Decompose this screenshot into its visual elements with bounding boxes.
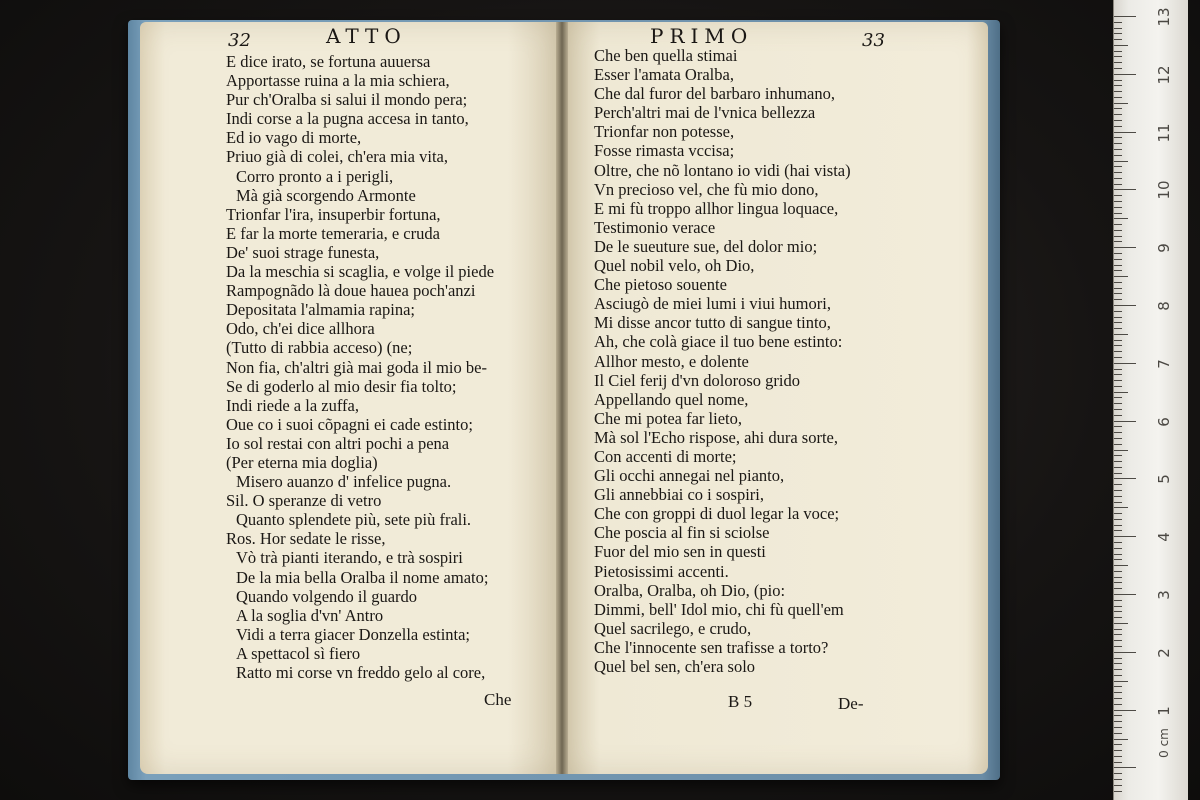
- ruler-tick: [1114, 548, 1122, 549]
- left-line: Rampognãdo là doue hauea poch'anzi: [226, 281, 476, 301]
- ruler-tick: [1114, 692, 1122, 693]
- right-line: Esser l'amata Oralba,: [594, 65, 734, 85]
- measuring-ruler: [1113, 0, 1188, 800]
- ruler-tick: [1114, 172, 1122, 173]
- ruler-tick: [1114, 530, 1122, 531]
- ruler-tick: [1114, 374, 1122, 375]
- ruler-tick: [1114, 710, 1136, 711]
- left-line: E dice irato, se fortuna auuersa: [226, 52, 431, 71]
- ruler-tick: [1114, 785, 1122, 786]
- ruler-tick: [1114, 444, 1122, 445]
- ruler-tick: [1114, 253, 1122, 254]
- ruler-tick: [1114, 91, 1122, 92]
- ruler-tick: [1114, 28, 1122, 29]
- ruler-tick: [1114, 247, 1136, 248]
- right-line: Asciugò de miei lumi i viui humori,: [594, 294, 831, 314]
- ruler-tick: [1114, 698, 1122, 699]
- left-line: Corro pronto a i perigli,: [236, 166, 394, 186]
- ruler-label: 4: [1155, 532, 1173, 542]
- ruler-tick: [1114, 114, 1122, 115]
- right-line: Che con groppi di duol legar la voce;: [594, 504, 840, 524]
- book-gutter: [556, 22, 568, 774]
- ruler-tick: [1114, 39, 1122, 40]
- ruler-tick: [1114, 525, 1122, 526]
- left-page-text: [226, 52, 494, 682]
- ruler-tick: [1114, 120, 1122, 121]
- right-line: Perch'altri mai de l'vnica bellezza: [594, 103, 816, 123]
- ruler-tick: [1114, 299, 1122, 300]
- ruler-label: 1: [1155, 705, 1173, 716]
- ruler-tick: [1114, 282, 1122, 283]
- left-line: De la mia bella Oralba il nome amato;: [236, 567, 489, 587]
- right-line: Gli occhi annegai nel pianto,: [594, 466, 785, 486]
- ruler-label: 9: [1155, 243, 1173, 253]
- ruler-tick: [1114, 502, 1122, 503]
- ruler-tick: [1114, 600, 1122, 601]
- ruler-tick: [1114, 461, 1122, 462]
- ruler-tick: [1114, 675, 1122, 676]
- ruler-tick: [1114, 103, 1128, 104]
- ruler-tick: [1114, 149, 1122, 150]
- right-line: E mi fù troppo allhor lingua loquace,: [594, 198, 839, 218]
- ruler-tick: [1114, 161, 1128, 162]
- ruler-tick: [1114, 68, 1122, 69]
- ruler-tick: [1114, 455, 1122, 456]
- ruler-tick: [1114, 438, 1122, 439]
- ruler-tick: [1114, 646, 1122, 647]
- ruler-tick: [1114, 582, 1122, 583]
- ruler-tick: [1114, 16, 1136, 17]
- left-line: E far la morte temeraria, e cruda: [226, 223, 440, 243]
- ruler-tick: [1114, 762, 1122, 763]
- ruler-tick: [1114, 756, 1122, 757]
- left-line: Quanto splendete più, sete più frali.: [236, 510, 472, 530]
- right-line: Ah, che colà giace il tuo bene estinto:: [594, 332, 843, 352]
- ruler-tick: [1114, 640, 1122, 641]
- right-line: Trionfar non potesse,: [594, 122, 735, 142]
- ruler-label: 7: [1155, 359, 1173, 369]
- ruler-tick: [1114, 340, 1122, 341]
- ruler-tick: [1114, 189, 1136, 190]
- ruler-tick: [1114, 750, 1122, 751]
- ruler-tick: [1114, 328, 1122, 329]
- ruler-tick: [1114, 421, 1136, 422]
- ruler-tick: [1114, 276, 1128, 277]
- ruler-tick: [1114, 155, 1122, 156]
- right-line: Quel nobil velo, oh Dio,: [594, 256, 755, 276]
- ruler-tick: [1114, 224, 1122, 225]
- left-line: A la soglia d'vn' Antro: [236, 605, 384, 625]
- left-line: Sil. O speranze di vetro: [226, 491, 382, 511]
- left-line: De' suoi strage funesta,: [226, 242, 380, 262]
- ruler-label: 2: [1155, 648, 1173, 658]
- ruler-tick: [1114, 652, 1136, 653]
- ruler-tick: [1114, 392, 1128, 393]
- ruler-tick: [1114, 409, 1122, 410]
- ruler-tick: [1114, 767, 1136, 768]
- ruler-tick: [1114, 450, 1128, 451]
- right-page-number: 33: [862, 30, 885, 51]
- ruler-tick: [1114, 554, 1122, 555]
- left-line: Quando volgendo il guardo: [236, 586, 418, 606]
- ruler-tick: [1114, 259, 1122, 260]
- ruler-tick: [1114, 218, 1128, 219]
- ruler-tick: [1114, 542, 1122, 543]
- ruler-tick: [1114, 490, 1122, 491]
- left-page-number: 32: [228, 30, 251, 51]
- ruler-tick: [1114, 293, 1122, 294]
- ruler-tick: [1114, 126, 1122, 127]
- ruler-tick: [1114, 588, 1122, 589]
- ruler-tick: [1114, 744, 1122, 745]
- ruler-tick: [1114, 467, 1122, 468]
- ruler-tick: [1114, 45, 1128, 46]
- right-line: Che l'innocente sen trafisse a torto?: [594, 637, 829, 657]
- right-line: De le sueuture sue, del dolor mio;: [594, 236, 818, 256]
- right-line: Vn precioso vel, che fù mio dono,: [594, 179, 819, 199]
- ruler-tick: [1114, 357, 1122, 358]
- ruler-tick: [1114, 496, 1122, 497]
- ruler-tick: [1114, 629, 1122, 630]
- right-line: Con accenti di morte;: [594, 446, 737, 466]
- right-line: Pietosissimi accenti.: [594, 561, 729, 581]
- ruler-tick: [1114, 207, 1122, 208]
- ruler-tick: [1114, 322, 1122, 323]
- ruler-tick: [1114, 669, 1122, 670]
- signature-mark: B 5: [728, 692, 753, 711]
- left-line: (Per eterna mia doglia): [226, 452, 378, 472]
- ruler-tick: [1114, 594, 1136, 595]
- right-line: Mà sol l'Echo rispose, ahi dura sorte,: [594, 427, 839, 447]
- ruler-label: 0 cm: [1157, 728, 1171, 758]
- ruler-tick: [1114, 51, 1122, 52]
- ruler-tick: [1114, 363, 1136, 364]
- ruler-label: 6: [1155, 416, 1173, 427]
- left-line: Vidi a terra giacer Donzella estinta;: [236, 624, 471, 644]
- ruler-tick: [1114, 33, 1122, 34]
- left-line: Da la meschia si scaglia, e volge il piede: [226, 262, 495, 282]
- left-line: Ed io vago di morte,: [226, 128, 362, 148]
- ruler-tick: [1114, 571, 1122, 572]
- ruler-tick: [1114, 686, 1122, 687]
- left-running-head: ATTO: [326, 24, 407, 48]
- right-line: Fuor del mio sen in questi: [594, 542, 766, 562]
- ruler-tick: [1114, 704, 1122, 705]
- right-line: Mi disse ancor tutto di sangue tinto,: [594, 313, 831, 333]
- ruler-label: 11: [1155, 123, 1173, 143]
- ruler-tick: [1114, 143, 1122, 144]
- left-line: Apportasse ruina a la mia schiera,: [226, 71, 450, 91]
- left-line: Depositata l'almamia rapina;: [226, 300, 415, 320]
- ruler-tick: [1114, 606, 1122, 607]
- left-line: Oue co i suoi cõpagni ei cade estinto;: [226, 414, 473, 434]
- left-catchword: Che: [484, 690, 512, 709]
- ruler-tick: [1114, 56, 1122, 57]
- right-line: Testimonio verace: [594, 217, 716, 237]
- right-line: Il Ciel ferij d'vn doloroso grido: [594, 370, 800, 390]
- ruler-tick: [1114, 513, 1122, 514]
- left-line: Mà già scorgendo Armonte: [236, 185, 416, 205]
- ruler-tick: [1114, 536, 1136, 537]
- ruler-tick: [1114, 773, 1122, 774]
- ruler-tick: [1114, 137, 1122, 138]
- ruler-tick: [1114, 305, 1136, 306]
- ruler-tick: [1114, 311, 1122, 312]
- ruler-tick: [1114, 623, 1128, 624]
- ruler-tick: [1114, 519, 1122, 520]
- ruler-tick: [1114, 565, 1128, 566]
- ruler-tick: [1114, 415, 1122, 416]
- right-catchword: De-: [838, 694, 864, 713]
- ruler-tick: [1114, 166, 1122, 167]
- right-line: Dimmi, bell' Idol mio, chi fù quell'em: [594, 599, 844, 619]
- left-line: Non fia, ch'altri già mai goda il mio be-: [226, 357, 487, 377]
- ruler-tick: [1114, 178, 1122, 179]
- right-running-head: PRIMO: [650, 24, 754, 48]
- ruler-tick: [1114, 241, 1122, 242]
- ruler-tick: [1114, 681, 1128, 682]
- ruler-tick: [1114, 184, 1122, 185]
- left-line: Misero auanzo d' infelice pugna.: [236, 472, 452, 492]
- ruler-tick: [1114, 733, 1122, 734]
- ruler-label: 8: [1155, 301, 1173, 311]
- left-line: Ros. Hor sedate le risse,: [226, 529, 386, 549]
- left-line: Pur ch'Oralba si salui il mondo pera;: [226, 90, 468, 110]
- ruler-tick: [1114, 791, 1122, 792]
- ruler-tick: [1114, 369, 1122, 370]
- ruler-tick: [1114, 351, 1122, 352]
- ruler-tick: [1114, 617, 1122, 618]
- right-line: Che pietoso souente: [594, 275, 727, 295]
- ruler-tick: [1114, 432, 1122, 433]
- right-line: Allhor mesto, e dolente: [594, 351, 749, 371]
- ruler-tick: [1114, 739, 1128, 740]
- ruler-tick: [1114, 403, 1122, 404]
- left-line: (Tutto di rabbia acceso) (ne;: [226, 338, 413, 358]
- right-line: Che mi potea far lieto,: [594, 408, 742, 428]
- left-line: Se di goderlo al mio desir fia tolto;: [226, 376, 457, 396]
- left-line: Indi corse a la pugna accesa in tanto,: [226, 109, 469, 129]
- right-line: Oltre, che nõ lontano io vidi (hai vista): [594, 160, 851, 180]
- ruler-label: 3: [1155, 590, 1173, 600]
- left-line: Odo, ch'ei dice allhora: [226, 319, 375, 339]
- ruler-tick: [1114, 478, 1136, 479]
- ruler-tick: [1114, 473, 1122, 474]
- ruler-tick: [1114, 265, 1122, 266]
- right-line: Che dal furor del barbaro inhumano,: [594, 84, 836, 104]
- ruler-tick: [1114, 74, 1136, 75]
- ruler-tick: [1114, 236, 1122, 237]
- ruler-tick: [1114, 317, 1122, 318]
- ruler-tick: [1114, 663, 1122, 664]
- ruler-tick: [1114, 213, 1122, 214]
- ruler-tick: [1114, 484, 1122, 485]
- ruler-tick: [1114, 386, 1122, 387]
- ruler-tick: [1114, 80, 1122, 81]
- right-line: Fosse rimasta vccisa;: [594, 141, 735, 161]
- ruler-tick: [1114, 779, 1122, 780]
- right-line: Che ben quella stimai: [594, 46, 738, 65]
- left-line: Indi riede a la zuffa,: [226, 395, 359, 415]
- ruler-tick: [1114, 108, 1122, 109]
- ruler-tick: [1114, 397, 1122, 398]
- right-line: Gli annebbiai co i sospiri,: [594, 485, 765, 505]
- ruler-tick: [1114, 507, 1128, 508]
- ruler-tick: [1114, 721, 1122, 722]
- ruler-tick: [1114, 85, 1122, 86]
- ruler-tick: [1114, 288, 1122, 289]
- left-line: Vò trà pianti iterando, e trà sospiri: [236, 548, 463, 568]
- right-page-text: [594, 46, 851, 676]
- left-line: Trionfar l'ira, insuperbir fortuna,: [226, 204, 441, 224]
- ruler-tick: [1114, 270, 1122, 271]
- ruler-tick: [1114, 559, 1122, 560]
- ruler-label: 13: [1155, 7, 1173, 27]
- ruler-tick: [1114, 132, 1136, 133]
- ruler-tick: [1114, 230, 1122, 231]
- ruler-tick: [1114, 345, 1122, 346]
- ruler-tick: [1114, 611, 1122, 612]
- left-line: Io sol restai con altri pochi a pena: [226, 433, 450, 453]
- left-line: Priuo già di colei, ch'era mia vita,: [226, 147, 448, 167]
- ruler-tick: [1114, 201, 1122, 202]
- ruler-tick: [1114, 634, 1122, 635]
- ruler-tick: [1114, 658, 1122, 659]
- ruler-tick: [1114, 195, 1122, 196]
- ruler-tick: [1114, 62, 1122, 63]
- right-line: Appellando quel nome,: [594, 389, 749, 409]
- right-line: Quel sacrilego, e crudo,: [594, 618, 752, 638]
- ruler-tick: [1114, 577, 1122, 578]
- right-line: Oralba, Oralba, oh Dio, (pio:: [594, 580, 786, 600]
- ruler-tick: [1114, 426, 1122, 427]
- ruler-label: 12: [1155, 65, 1173, 85]
- ruler-tick: [1114, 334, 1128, 335]
- ruler-tick: [1114, 715, 1122, 716]
- ruler-tick: [1114, 22, 1122, 23]
- right-line: Che poscia al fin si sciolse: [594, 523, 770, 543]
- left-line: A spettacol sì fiero: [236, 643, 361, 663]
- ruler-label: 10: [1155, 180, 1173, 200]
- right-line: Quel bel sen, ch'era solo: [594, 657, 756, 676]
- ruler-tick: [1114, 97, 1122, 98]
- ruler-tick: [1114, 727, 1122, 728]
- ruler-tick: [1114, 380, 1122, 381]
- left-line: Ratto mi corse vn freddo gelo al core,: [236, 663, 486, 682]
- ruler-label: 5: [1155, 474, 1173, 485]
